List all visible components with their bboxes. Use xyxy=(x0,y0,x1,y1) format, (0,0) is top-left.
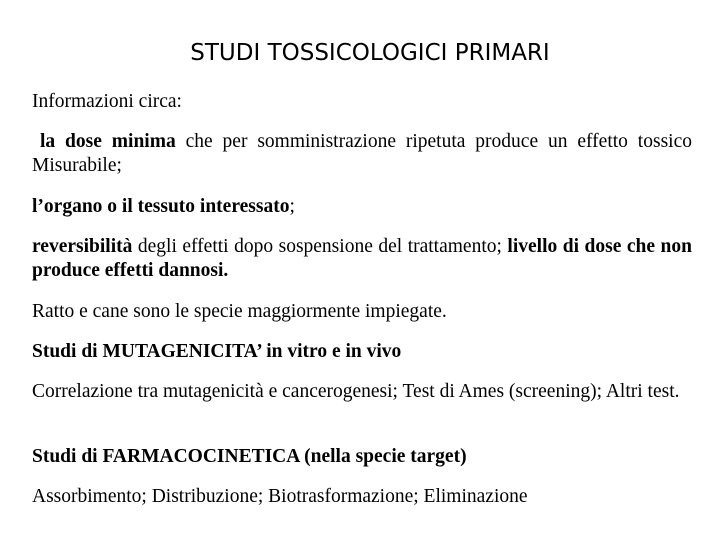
intro-text xyxy=(32,90,692,114)
pharmacokinetics-heading: Studi di FARMACOCINETICA (nella specie target) xyxy=(32,446,467,467)
organ-bold: l’organo o il tessuto interessato xyxy=(32,196,290,217)
reversibility-text: degli effetti dopo sospensione del trattamento; xyxy=(132,236,508,257)
slide-title: STUDI TOSSICOLOGICI PRIMARI xyxy=(190,40,550,66)
paragraph-mutagenicity-heading xyxy=(32,340,692,364)
no-effect-dose-bold: livello di dose che non produce effetti dannosi. xyxy=(32,236,692,281)
paragraph-minimum-dose xyxy=(32,130,692,178)
species-text: Ratto e cane sono le specie maggiormente impiegate. xyxy=(32,301,447,322)
reversibility-bold: reversibilità xyxy=(32,236,133,257)
paragraph-organ xyxy=(32,195,692,219)
paragraph-species xyxy=(32,300,692,324)
mutagenicity-heading: Studi di MUTAGENICITA’ in vitro e in vivo xyxy=(32,341,402,362)
paragraph-reversibility xyxy=(32,235,692,283)
paragraph-mutagenicity-tests xyxy=(32,380,692,404)
intro-label: Informazioni circa: xyxy=(32,91,182,112)
adme-text: Assorbimento; Distribuzione; Biotrasformazione; Eliminazione xyxy=(32,486,528,507)
mutagenicity-tests-text: Correlazione tra mutagenicità e cancerogenesi; Test di Ames (screening); Altri test. xyxy=(32,381,680,402)
paragraph-adme xyxy=(32,485,692,509)
organ-text: ; xyxy=(289,196,295,217)
minimum-dose-text: che per somministrazione ripetuta produce un effetto tossico Misurabile; xyxy=(32,131,692,176)
minimum-dose-bold: la dose minima xyxy=(40,131,176,152)
paragraph-pharmacokinetics-heading xyxy=(32,445,692,469)
